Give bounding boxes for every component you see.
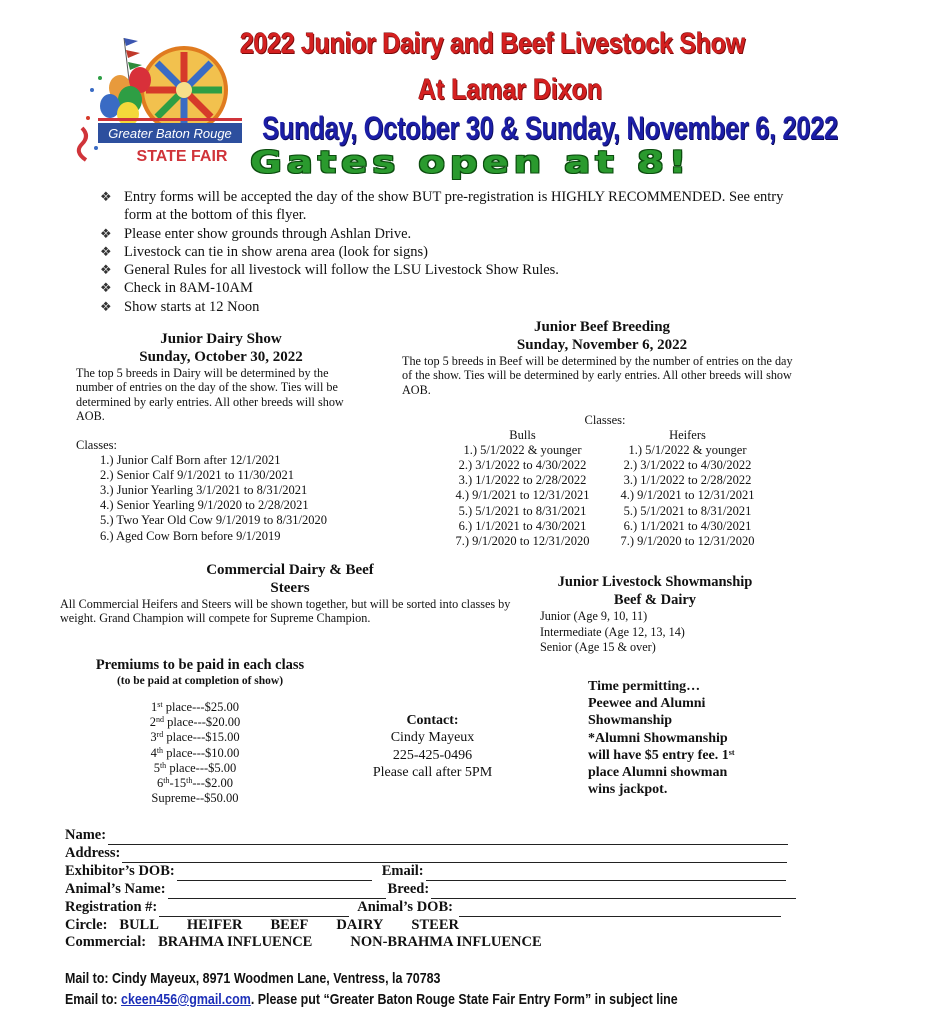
address-label: Address:	[65, 844, 121, 861]
beef-section	[402, 318, 802, 397]
bull-class-item: 2.) 3/1/2022 to 4/30/2022	[458, 458, 587, 473]
dairy-class-item: 6.) Aged Cow Born before 9/1/2019	[100, 528, 281, 543]
premiums-section	[75, 656, 325, 688]
option-dairy[interactable]: DAIRY	[336, 916, 384, 933]
name-label: Name:	[65, 827, 107, 843]
dairy-class-item: 2.) Senior Calf 9/1/2021 to 11/30/2021	[100, 468, 294, 483]
option-heifer[interactable]: HEIFER	[186, 916, 243, 933]
dairy-class-item: 3.) Junior Yearling 3/1/2021 to 8/31/2021	[100, 483, 308, 498]
premium-item: 5th place---$5.00	[153, 760, 237, 775]
heifer-class-item: 6.) 1/1/2021 to 4/30/2021	[623, 518, 752, 533]
option-beef[interactable]: BEEF	[270, 916, 309, 933]
contact-note: Please call after 5PM	[372, 764, 493, 780]
heifers-column	[605, 428, 770, 549]
contact-section	[355, 712, 510, 781]
dairy-title: Junior Dairy Show	[160, 331, 282, 347]
event-dates: Sunday, October 30 & Sunday, November 6, 2022	[262, 110, 838, 146]
beef-classes-label: Classes:	[584, 413, 626, 427]
state-fair-logo	[72, 28, 242, 168]
registration-field[interactable]	[159, 904, 349, 917]
dairy-class-item: 4.) Senior Yearling 9/1/2020 to 2/28/2021	[100, 498, 309, 513]
address-field[interactable]	[122, 850, 787, 863]
diamond-bullet-icon: ❖	[100, 243, 112, 259]
heifer-class-item: 3.) 1/1/2022 to 2/28/2022	[623, 473, 752, 488]
bullet-item: ❖ Livestock can tie in show arena area (look for signs)	[100, 243, 428, 260]
email-to-label: Email to:	[65, 991, 122, 1008]
name-field[interactable]	[108, 832, 788, 845]
option-bull[interactable]: BULL	[119, 916, 159, 933]
svg-text:STATE FAIR: STATE FAIR	[136, 148, 228, 165]
bullet-item: ❖ Check in 8AM-10AM	[100, 280, 253, 297]
entry-form	[65, 827, 845, 952]
premiums-title: Premiums to be paid in each class	[95, 657, 305, 673]
premium-item: 4th place---$10.00	[150, 745, 240, 760]
animal-dob-label: Animal’s DOB:	[357, 898, 453, 915]
bull-class-item: 7.) 9/1/2020 to 12/31/2020	[455, 533, 590, 548]
dairy-classes-label: Classes:	[76, 438, 117, 452]
bull-class-item: 1.) 5/1/2022 & younger	[463, 443, 582, 458]
diamond-bullet-icon: ❖	[100, 189, 112, 204]
email-field[interactable]	[426, 868, 786, 881]
animal-name-label: Animal’s Name:	[65, 880, 166, 897]
registration-label: Registration #:	[65, 898, 158, 915]
bullet-item: ❖ General Rules for all livestock will follow the LSU Livestock Show Rules.	[100, 262, 559, 279]
exhibitor-dob-field[interactable]	[177, 868, 372, 881]
beef-classes	[440, 413, 770, 549]
email-link[interactable]: ckeen456@gmail.com	[121, 991, 251, 1008]
event-title: 2022 Junior Dairy and Beef Livestock Show	[240, 28, 746, 60]
premium-list	[130, 700, 260, 806]
dairy-class-item: 5.) Two Year Old Cow 9/1/2019 to 8/31/2020	[100, 513, 328, 528]
heifers-label: Heifers	[669, 428, 706, 443]
diamond-bullet-icon: ❖	[100, 225, 112, 241]
bulls-column	[440, 428, 605, 549]
commercial-section	[60, 561, 520, 626]
beef-description: The top 5 breeds in Beef will be determined by the number of entries on the day of the show. Ties will be determined by early entries. All other breeds will show AOB.	[402, 354, 793, 397]
option-non-brahma-influence[interactable]: NON-BRAHMA INFLUENCE	[350, 934, 542, 951]
premium-item: 6th-15th---$2.00	[156, 776, 233, 791]
bulls-label: Bulls	[509, 428, 536, 443]
commercial-subtitle: Steers	[270, 580, 310, 596]
premium-item: 2nd place---$20.00	[149, 715, 241, 730]
circle-label: Circle:	[65, 916, 108, 933]
showmanship-group: Intermediate (Age 12, 13, 14)	[540, 624, 685, 639]
premium-item: Supreme--$50.00	[151, 791, 239, 806]
bull-class-item: 3.) 1/1/2022 to 2/28/2022	[458, 473, 587, 488]
dairy-section	[76, 330, 366, 424]
bull-class-item: 5.) 5/1/2021 to 8/31/2021	[458, 503, 587, 518]
breed-label: Breed:	[387, 880, 430, 897]
animal-name-field[interactable]	[168, 886, 386, 899]
svg-text:Greater Baton Rouge: Greater Baton Rouge	[108, 126, 232, 141]
dairy-description: The top 5 breeds in Dairy will be determined by the number of entries on the day of the show. Ties will be determined by early entries. All other breeds will show AOB.	[76, 366, 344, 424]
beef-title: Junior Beef Breeding	[533, 319, 671, 335]
gates-open-banner: Gates open at 8!	[250, 144, 692, 180]
commercial-title: Commercial Dairy & Beef	[206, 562, 374, 578]
ferris-wheel-balloons-icon	[72, 28, 242, 168]
premiums-subtitle: (to be paid at completion of show)	[116, 675, 284, 687]
showmanship-group: Senior (Age 15 & over)	[540, 640, 656, 654]
exhibitor-dob-label: Exhibitor’s DOB:	[65, 862, 175, 879]
heifer-class-item: 7.) 9/1/2020 to 12/31/2020	[620, 533, 755, 548]
bullet-item: ❖ Please enter show grounds through Ashlan Drive.	[100, 225, 412, 242]
premium-item: 3rd place---$15.00	[150, 730, 240, 745]
heifer-class-item: 5.) 5/1/2021 to 8/31/2021	[623, 503, 752, 518]
diamond-bullet-icon: ❖	[100, 280, 112, 296]
beef-date: Sunday, November 6, 2022	[516, 337, 688, 353]
bullet-item: ❖ Entry forms will be accepted the day of the show BUT pre-registration is HIGHLY RECOMMENDED. See entry form at the bottom of this flyer.	[100, 189, 784, 224]
diamond-bullet-icon: ❖	[100, 262, 112, 278]
email-instructions: . Please put “Greater Baton Rouge State Fair Entry Form” in subject line	[250, 991, 678, 1008]
mail-to-address: Mail to: Cindy Mayeux, 8971 Woodmen Lane, Ventress, la 70783	[65, 970, 441, 987]
animal-dob-field[interactable]	[459, 904, 781, 917]
bull-class-item: 6.) 1/1/2021 to 4/30/2021	[458, 518, 587, 533]
dairy-date: Sunday, October 30, 2022	[139, 349, 303, 365]
email-label: Email:	[381, 862, 424, 879]
contact-name: Cindy Mayeux	[390, 730, 475, 746]
breed-field[interactable]	[431, 886, 796, 899]
mail-instructions	[65, 968, 696, 1010]
showmanship-subtitle: Beef & Dairy	[613, 592, 697, 608]
bullet-item: ❖ Show starts at 12 Noon	[100, 298, 260, 315]
info-bullets	[100, 188, 810, 316]
showmanship-group: Junior (Age 9, 10, 11)	[540, 609, 648, 623]
bull-class-item: 4.) 9/1/2021 to 12/31/2021	[455, 488, 590, 503]
dairy-classes	[76, 438, 376, 544]
premium-item: 1st place---$25.00	[151, 700, 239, 714]
commercial-description: All Commercial Heifers and Steers will be shown together, but will be sorted into classes by weight. Grand Champion will compete for Supreme Champion.	[60, 597, 511, 626]
heifer-class-item: 1.) 5/1/2022 & younger	[628, 443, 747, 458]
contact-label: Contact:	[406, 713, 459, 728]
showmanship-title: Junior Livestock Showmanship	[557, 574, 753, 590]
showmanship-section	[540, 573, 770, 656]
dairy-class-item: 1.) Junior Calf Born after 12/1/2021	[100, 453, 281, 468]
heifer-class-item: 2.) 3/1/2022 to 4/30/2022	[623, 458, 752, 473]
time-permitting-section: Time permitting… Peewee and Alumni Showmanship *Alumni Showmanship will have $5 entry fee. 1st place Alumni showman wins jackpot.	[588, 679, 735, 798]
contact-phone: 225-425-0496	[392, 747, 473, 763]
diamond-bullet-icon: ❖	[100, 298, 112, 314]
option-brahma-influence[interactable]: BRAHMA INFLUENCE	[158, 934, 313, 951]
option-steer[interactable]: STEER	[411, 916, 459, 933]
heifer-class-item: 4.) 9/1/2021 to 12/31/2021	[620, 488, 755, 503]
event-location: At Lamar Dixon	[418, 74, 603, 106]
commercial-label: Commercial:	[65, 934, 147, 951]
